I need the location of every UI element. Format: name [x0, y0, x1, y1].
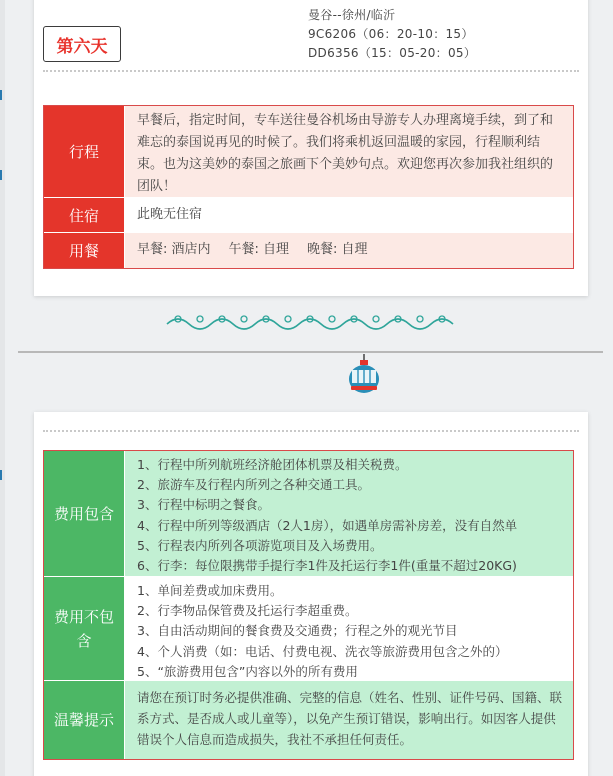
vine-divider-icon — [163, 312, 456, 330]
included-list — [125, 451, 573, 576]
meal-text — [125, 233, 573, 268]
list-item: 3、自由活动期间的餐食费及交通费；行程之外的观光节目 — [137, 623, 458, 639]
section-divider — [18, 351, 603, 353]
itinerary-table — [43, 105, 574, 269]
hotel-text: 此晚无住宿 — [125, 198, 573, 232]
list-item: 1、单间差费或加床费用。 — [137, 583, 283, 598]
excluded-label: 费用不包含 — [44, 577, 125, 680]
list-item: 4、个人消费（如：电话、付费电视、洗衣等旅游费用包含之外的） — [137, 643, 508, 659]
excluded-list — [125, 577, 573, 680]
fees-card — [34, 412, 588, 776]
list-item: 2、行李物品保管费及托运行李超重费。 — [137, 603, 358, 619]
flight-number-1: 9C6206（06：20-10：15） — [308, 27, 474, 41]
table-row — [44, 680, 573, 759]
flight-route: 曼谷--徐州/临沂 — [308, 8, 396, 22]
cable-car-icon — [346, 354, 382, 394]
flight-number-2: DD6356（15：05-20：05） — [308, 46, 477, 60]
left-edge-strip — [0, 0, 5, 776]
list-item: 4、行程中所列等级酒店（2人1房），如遇单房需补房差，没有自然单 — [137, 517, 518, 533]
table-row — [44, 106, 573, 197]
table-row — [44, 576, 573, 680]
table-row — [44, 197, 573, 232]
tips-label: 温馨提示 — [44, 681, 125, 759]
day-badge: 第六天 — [43, 26, 121, 62]
list-item: 6、行李：每位限携带手提行李1件及托运行李1件(重量不超过20KG) — [137, 558, 517, 574]
day-card — [34, 0, 588, 296]
list-item: 1、行程中所列航班经济舱团体机票及相关税费。 — [137, 457, 408, 472]
schedule-text: 早餐后，指定时间，专车送往曼谷机场由导游专人办理离境手续，到了和难忘的泰国说再见的时候了。我们将乘机返回温暖的家园，行程顺利结束。也为这美妙的泰国之旅画下个美妙句点。欢迎您再次参加我社组织的团队！ — [125, 106, 573, 197]
list-item: 2、旅游车及行程内所列之各种交通工具。 — [137, 477, 370, 493]
schedule-label: 行程 — [44, 106, 125, 197]
meal-dinner: 晚餐: 自理 — [307, 242, 368, 257]
table-row — [44, 451, 573, 576]
fees-table — [43, 450, 574, 760]
meal-label: 用餐 — [44, 233, 125, 268]
flight-info — [308, 6, 476, 63]
left-edge-mark — [0, 90, 2, 100]
meal-lunch: 午餐: 自理 — [228, 242, 290, 257]
included-label: 费用包含 — [44, 451, 125, 576]
hotel-label: 住宿 — [44, 198, 125, 232]
dotted-divider — [43, 430, 579, 432]
tips-text: 请您在预订时务必提供准确、完整的信息（姓名、性别、证件号码、国籍、联系方式、是否成人或儿童等），以免产生预订错误，影响出行。如因客人提供错误个人信息而造成损失，我社不承担任何责任。 — [125, 681, 573, 759]
left-edge-mark — [0, 170, 2, 180]
left-edge-mark — [0, 470, 2, 480]
list-item: 5、行程表内所列各项游览项目及入场费用。 — [137, 537, 383, 553]
list-item: 3、行程中标明之餐食。 — [137, 497, 270, 513]
list-item: 5、“旅游费用包含”内容以外的所有费用 — [137, 663, 358, 679]
dotted-divider — [43, 70, 579, 72]
table-row — [44, 232, 573, 268]
meal-breakfast: 早餐: 酒店内 — [137, 242, 211, 257]
